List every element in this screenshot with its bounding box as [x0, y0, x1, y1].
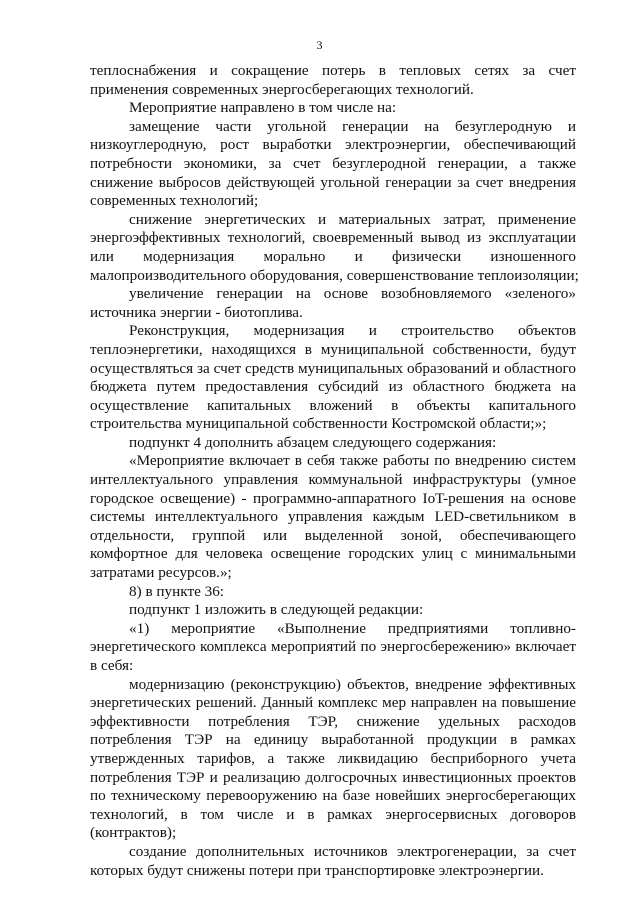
text-line: потребления ТЭР на единицу выработанной продукции в рамках [90, 731, 576, 749]
text-line: энергетических решений. Данный комплекс мер направлен на повышение [90, 694, 576, 712]
text-line: создание дополнительных источников электрогенерации, за счет [129, 842, 576, 860]
text-line: современных технологий; [90, 192, 259, 210]
text-line: подпункт 4 дополнить абзацем следующего содержания: [129, 433, 497, 451]
text-line: осуществление капитальных вложений в объекты капитального [90, 396, 576, 414]
text-line: в себя: [90, 657, 134, 674]
text-line: модернизацию (реконструкцию) объектов, внедрение эффективных [129, 675, 576, 693]
text-line: по техническому перевооружению на базе новейших энергосберегающих [90, 787, 576, 805]
text-line: низкоуглеродную, рост выработки электроэнергии, обеспечивающий [90, 136, 576, 154]
text-line: потребности экономики, за счет безуглеродной генерации, а также [90, 154, 576, 172]
text-line: теплоснабжения и сокращение потерь в тепловых сетях за счет [90, 62, 576, 79]
text-line: источника энергии - биотоплива. [90, 303, 303, 321]
page-number: 3 [316, 38, 323, 52]
text-line: «1) мероприятие «Выполнение предприятиями топливно- [129, 619, 576, 637]
text-line: или модернизация морально и физически изношенного [90, 247, 576, 265]
text-line: снижение выбросов действующей угольной генерации за счет внедрения [90, 173, 576, 191]
text-line: интеллектуального управления коммунальной инфраструктуры (умное [90, 471, 576, 489]
text-line: Реконструкция, модернизация и строительство объектов [129, 322, 576, 340]
text-line: эффективности потребления ТЭР, снижение удельных расходов [90, 712, 576, 730]
text-line: малопроизводительного оборудования, совершенствование теплоизоляции; [90, 266, 579, 284]
text-line: затратами ресурсов.»; [90, 564, 232, 582]
text-line: утвержденных тарифов, а также ликвидацию бесприборного учета [90, 749, 576, 767]
text-line: комфортное для человека освещение городских улиц с минимальными [90, 545, 576, 563]
text-line: увеличение генерации на основе возобновляемого «зеленого» [129, 285, 576, 303]
text-line: теплоэнергетики, находящихся в муниципальной собственности, будут [90, 340, 576, 358]
text-line: осуществляться за счет средств муниципальных образований и областного [90, 359, 576, 377]
text-line: отдельности, группой или выделенной зоной, обеспечивающего [90, 526, 576, 544]
text-line: «Мероприятие включает в себя также работы по внедрению систем [129, 452, 576, 470]
text-line: (контрактов); [90, 824, 177, 842]
text-line: энергетического комплекса мероприятий по энергосбережению» включает [90, 638, 576, 656]
text-line: системы интеллектуального управления каждым LED-светильником в [90, 508, 576, 526]
text-line: которых будут снижены потери при транспортировке электроэнергии. [90, 861, 544, 879]
text-line: применения современных энергосберегающих технологий. [90, 80, 474, 98]
text-line: энергоэффективных технологий, своевременный вывод из эксплуатации [90, 229, 576, 247]
text-line: бюджета путем предоставления субсидий из областного бюджета на [90, 378, 576, 396]
text-line: замещение части угольной генерации на безуглеродную и [129, 117, 576, 135]
text-line: потребления ТЭР и реализацию долгосрочных инвестиционных проектов [90, 768, 576, 786]
text-line: строительства муниципальной собственности Костромской области;»; [90, 415, 547, 433]
text-line: подпункт 1 изложить в следующей редакции: [129, 601, 424, 619]
text-line: технологий, в том числе и в рамках энергосервисных договоров [90, 805, 576, 823]
text-line: городское освещение) - программно-аппаратного IoT-решения на основе [90, 489, 576, 507]
text-line: снижение энергетических и материальных затрат, применение [129, 210, 576, 228]
document-body [90, 62, 579, 880]
text-line: 8) в пункте 36: [129, 582, 225, 600]
text-line: Мероприятие направлено в том числе на: [129, 99, 397, 117]
